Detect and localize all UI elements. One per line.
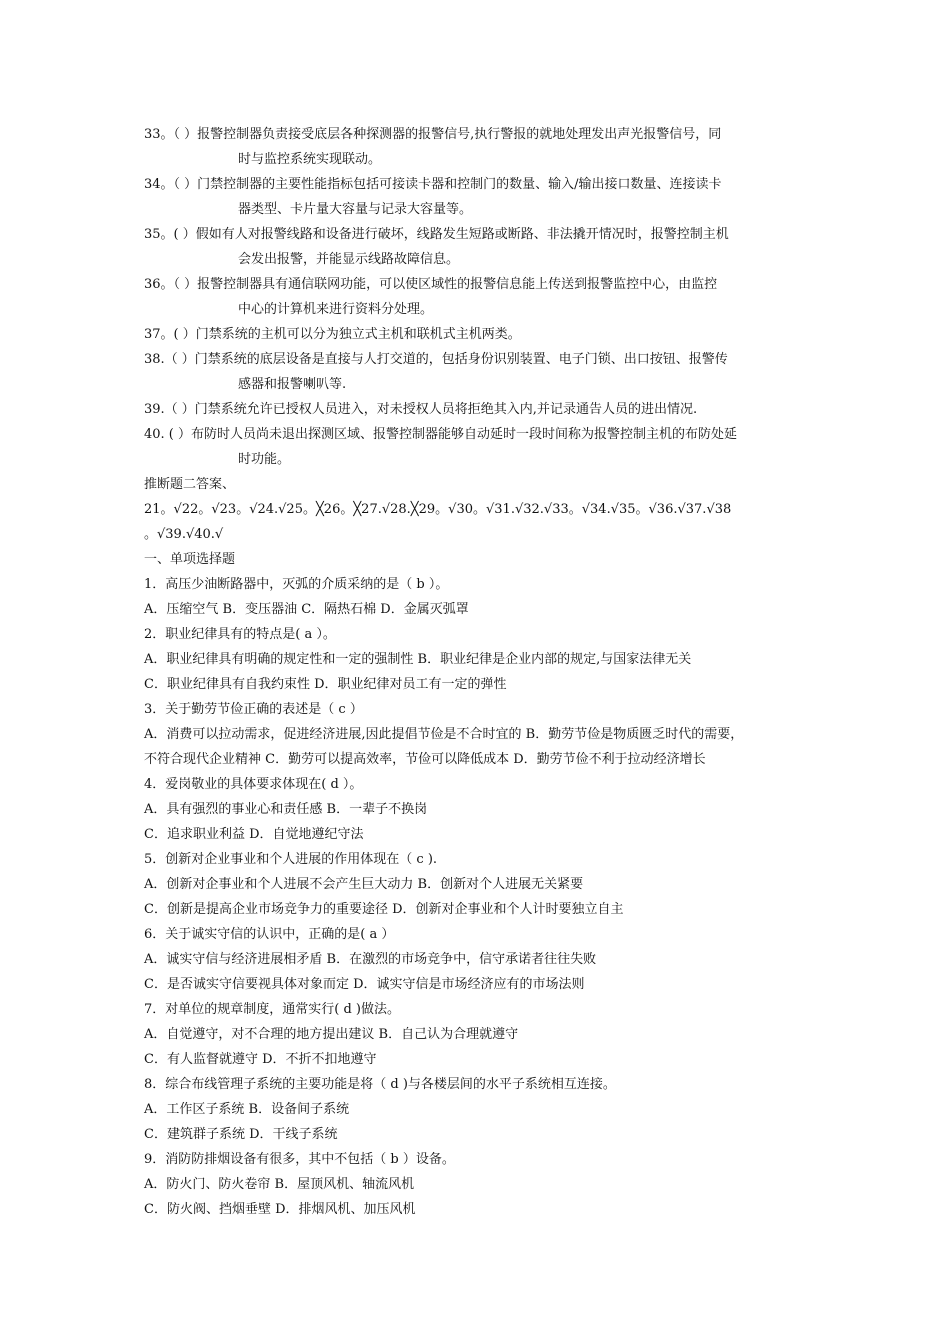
- judgement-question-37: [144, 322, 808, 347]
- choice-options: C．建筑群子系统 D．干线子系统: [144, 1127, 338, 1142]
- choice-options: A．消费可以拉动需求，促进经济进展,因此提倡节俭是不合时宜的 B．勤劳节俭是物质匮乏时代的需要，: [144, 727, 744, 742]
- choice-question: 9．消防防排烟设备有很多，其中不包括（ b ）设备。: [144, 1152, 455, 1167]
- choice-options: 不符合现代企业精神 C．勤劳可以提高效率，节俭可以降低成本 D．勤劳节俭不利于拉动经济增长: [144, 752, 706, 767]
- judgement-question-40: [144, 422, 808, 472]
- section-title: 一、单项选择题: [144, 552, 236, 567]
- question-text: 33。（ ）报警控制器负责接受底层各种探测器的报警信号,执行警报的就地处理发出声光报警信号，同: [144, 127, 722, 142]
- choice-options: A．职业纪律具有明确的规定性和一定的强制性 B．职业纪律是企业内部的规定,与国家法律无关: [144, 652, 692, 667]
- choice-options: A．工作区子系统 B．设备间子系统: [144, 1102, 350, 1117]
- question-text-continued: 器类型、卡片量大容量与记录大容量等。: [238, 202, 473, 217]
- choice-options: A．防火门、防火卷帘 B．屋顶风机、轴流风机: [144, 1177, 415, 1192]
- choice-options: C．职业纪律具有自我约束性 D．职业纪律对员工有一定的弹性: [144, 677, 507, 692]
- question-text-continued: 时功能。: [238, 452, 291, 467]
- choice-question: 6．关于诚实守信的认识中，正确的是( a ）: [144, 927, 395, 942]
- choice-options: A．具有强烈的事业心和责任感 B．一辈子不换岗: [144, 802, 428, 817]
- choice-options: A．诚实守信与经济进展相矛盾 B．在激烈的市场竞争中，信守承诺者往往失败: [144, 952, 597, 967]
- judgement-question-33: [144, 122, 808, 172]
- judgement-question-39: [144, 397, 808, 422]
- question-text: 39.（ ）门禁系统允许已授权人员进入，对未授权人员将拒绝其入内,并记录通告人员的进出情况.: [144, 402, 698, 417]
- choice-options: C．是否诚实守信要视具体对象而定 D．诚实守信是市场经济应有的市场法则: [144, 977, 585, 992]
- question-text-continued: 时与监控系统实现联动。: [238, 152, 382, 167]
- choice-options: C．追求职业利益 D．自觉地遵纪守法: [144, 827, 364, 842]
- choice-question: 5．创新对企业事业和个人进展的作用体现在（ c ).: [144, 852, 438, 867]
- choice-options: C．创新是提高企业市场竞争力的重要途径 D．创新对企事业和个人计时要独立自主: [144, 902, 624, 917]
- answers-line: 。√39.√40.√: [144, 527, 224, 542]
- judgement-question-35: [144, 222, 808, 272]
- question-text: 34。（ ）门禁控制器的主要性能指标包括可接读卡器和控制门的数量、输入/输出接口数量、连接读卡: [144, 177, 722, 192]
- choice-question: 8．综合布线管理子系统的主要功能是将（ d )与各楼层间的水平子系统相互连接。: [144, 1077, 616, 1092]
- choice-question: 7．对单位的规章制度，通常实行( d )做法。: [144, 1002, 401, 1017]
- question-text: 36。（ ）报警控制器具有通信联网功能，可以使区域性的报警信息能上传送到报警监控中心，由监控: [144, 277, 718, 292]
- answers-heading: 推断题二答案、: [144, 477, 236, 492]
- judgement-question-36: [144, 272, 808, 322]
- choice-options: C．有人监督就遵守 D．不折不扣地遵守: [144, 1052, 377, 1067]
- choice-question: 1．高压少油断路器中，灭弧的介质采纳的是（ b ）。: [144, 577, 449, 592]
- choice-question: 2．职业纪律具有的特点是( a ）。: [144, 627, 336, 642]
- question-text: 35。( ）假如有人对报警线路和设备进行破坏，线路发生短路或断路、非法撬开情况时，报警控制主机: [144, 227, 729, 242]
- document-body: [144, 122, 808, 1222]
- choice-options: A．创新对企事业和个人进展不会产生巨大动力 B．创新对个人进展无关紧要: [144, 877, 584, 892]
- judgement-question-34: [144, 172, 808, 222]
- choice-question: 4．爱岗敬业的具体要求体现在( d ）。: [144, 777, 363, 792]
- choice-question: 3．关于勤劳节俭正确的表述是（ c ）: [144, 702, 363, 717]
- question-text-continued: 感器和报警喇叭等.: [238, 377, 347, 392]
- choice-options: A．压缩空气 B．变压器油 C．隔热石棉 D．金属灭弧罩: [144, 602, 469, 617]
- answers-line: 21。√22。√23。√24.√25。╳26。╳27.√28.╳29。√30。√31.√32.√33。√34.√35。√36.√37.√38: [144, 502, 732, 517]
- choice-options: A．自觉遵守，对不合理的地方提出建议 B．自己认为合理就遵守: [144, 1027, 519, 1042]
- question-text: 38.（ ）门禁系统的底层设备是直接与人打交道的，包括身份识别装置、电子门锁、出口按钮、报警传: [144, 352, 728, 367]
- question-text-continued: 中心的计算机来进行资料分处理。: [238, 302, 434, 317]
- judgement-question-38: [144, 347, 808, 397]
- choice-options: C．防火阀、挡烟垂壁 D．排烟风机、加压风机: [144, 1202, 416, 1217]
- question-text-continued: 会发出报警，并能显示线路故障信息。: [238, 252, 460, 267]
- question-text: 40. ( ）布防时人员尚未退出探测区域、报警控制器能够自动延时一段时间称为报警控制主机的布防处延: [144, 427, 738, 442]
- question-text: 37。( ）门禁系统的主机可以分为独立式主机和联机式主机两类。: [144, 327, 521, 342]
